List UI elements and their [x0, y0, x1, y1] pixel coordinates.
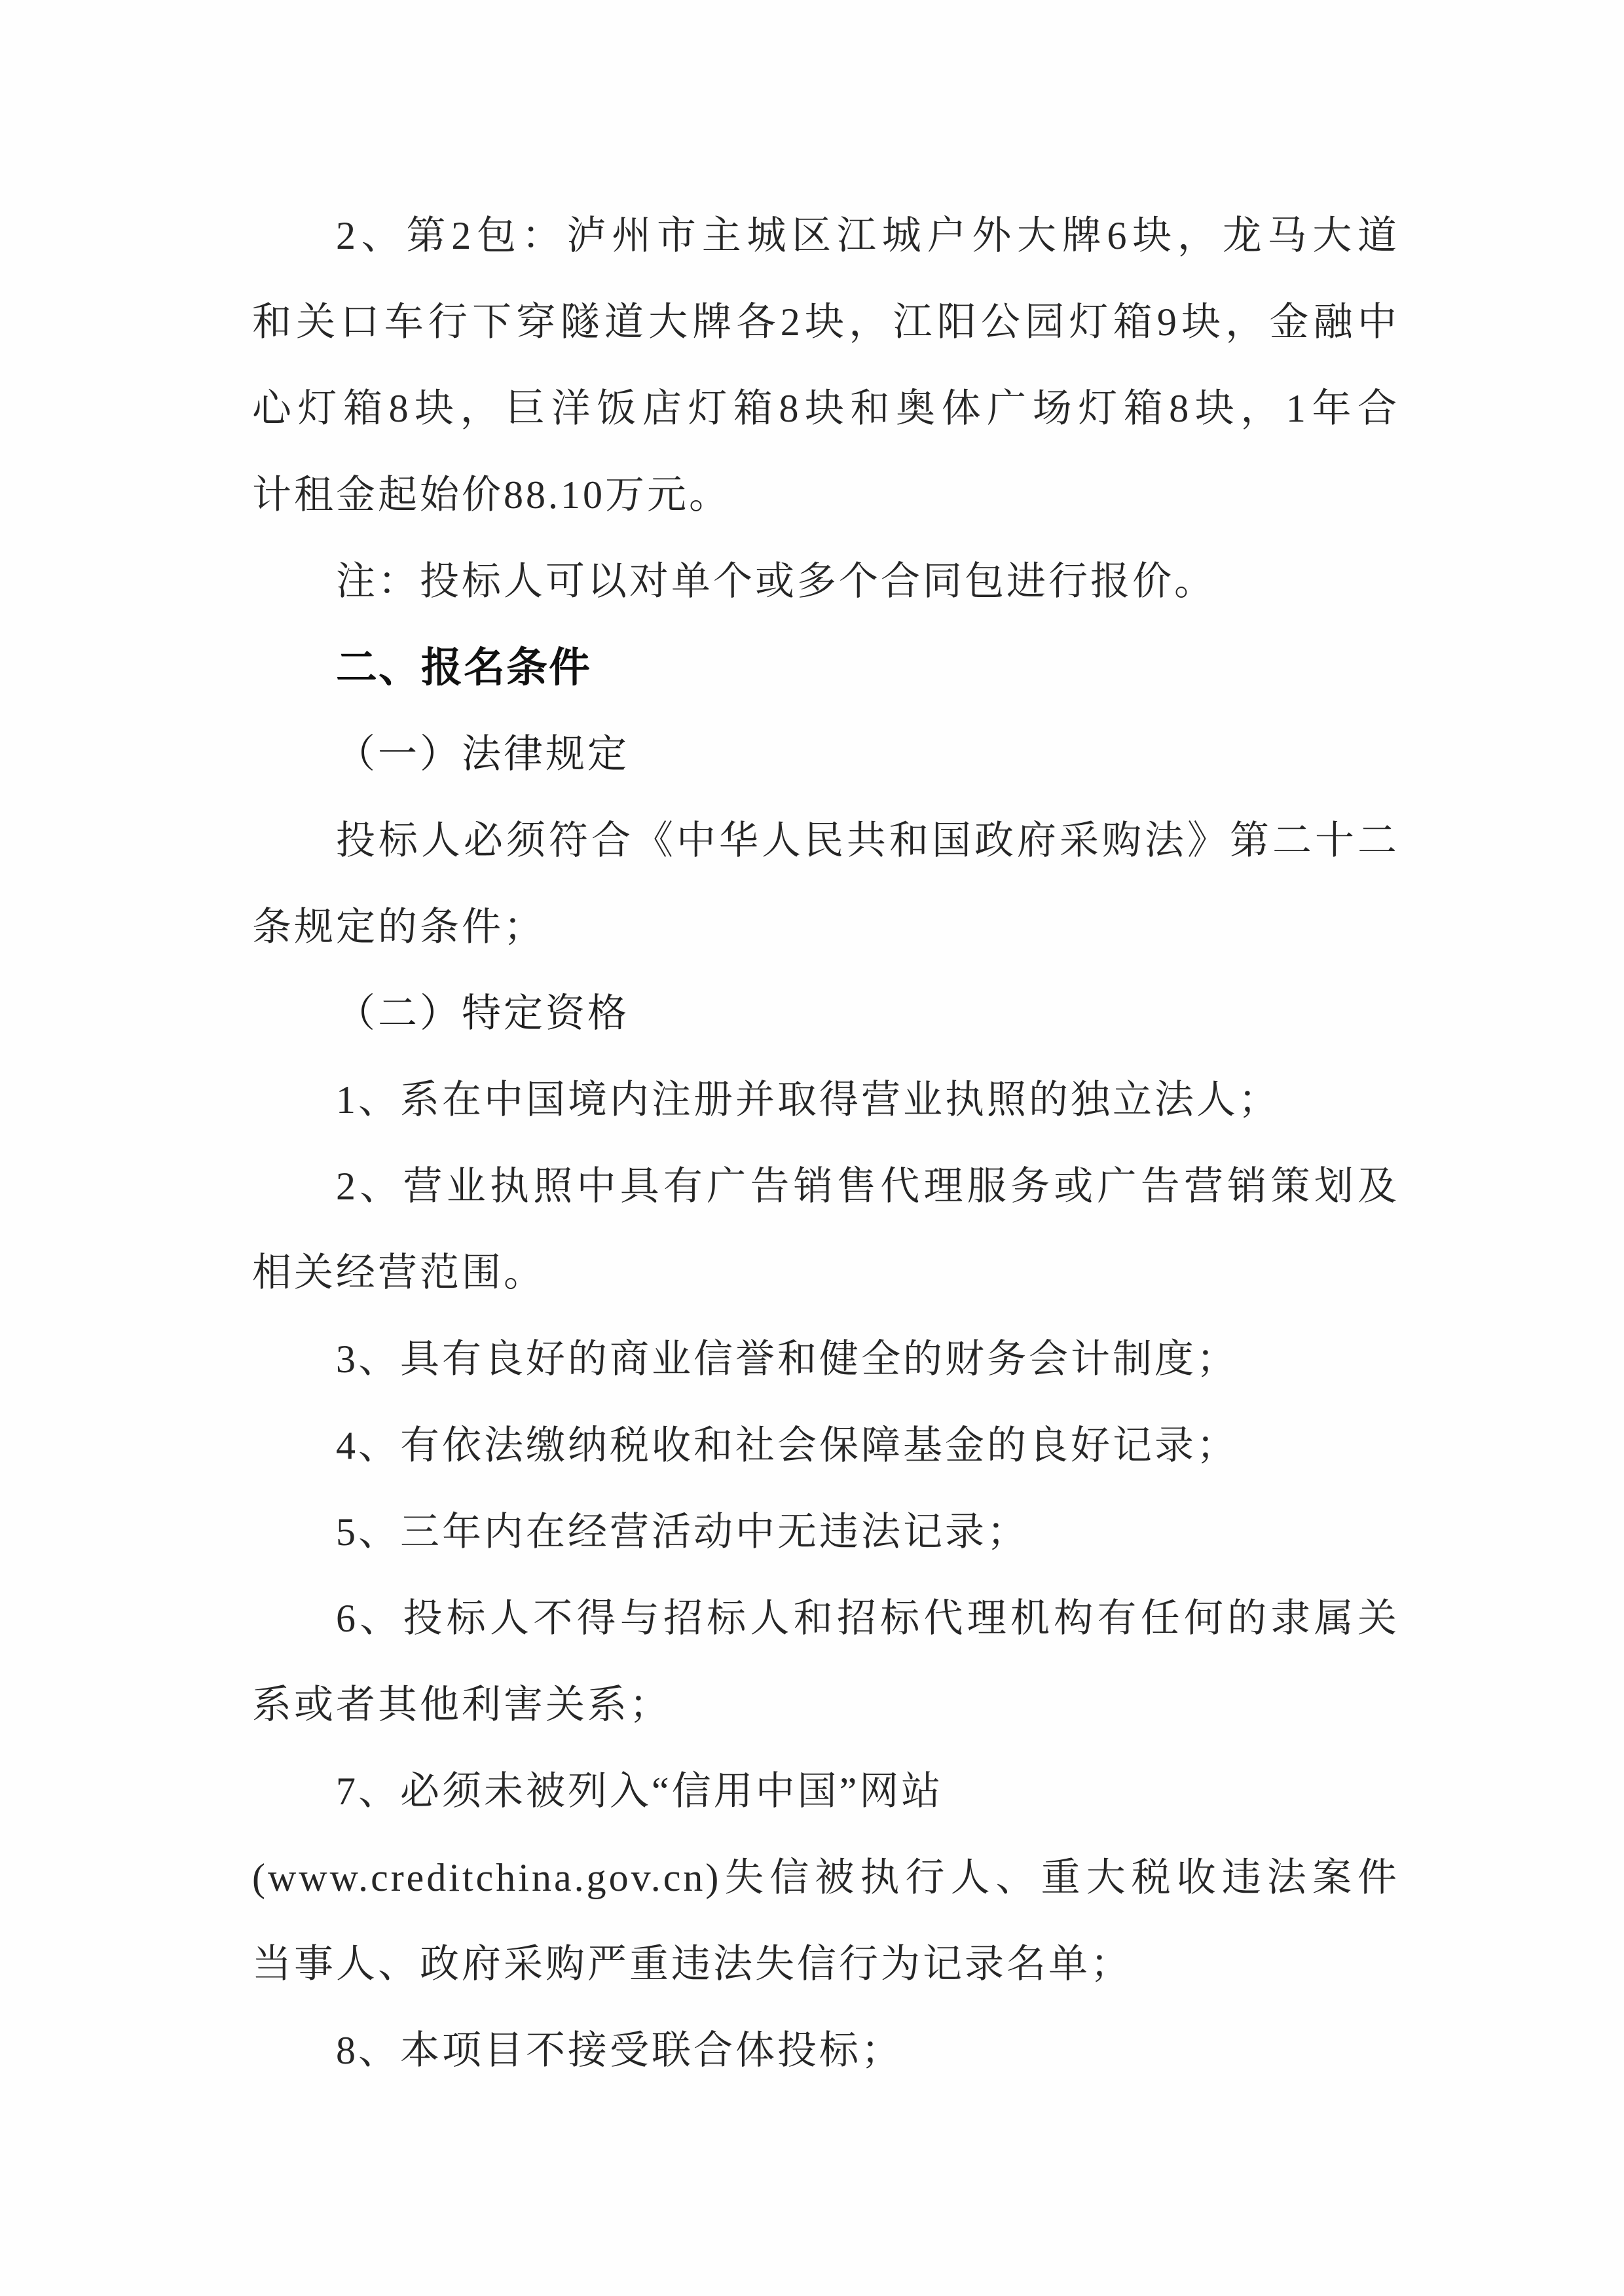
paragraph-line: 计租金起始价88.10万元。 — [252, 473, 731, 517]
list-item-line: 7、必须未被列入“信用中国”网站 — [336, 1770, 944, 1813]
list-item-line: 当事人、政府采购严重违法失信行为记录名单； — [252, 1942, 1132, 1986]
paragraph-line: 条规定的条件； — [252, 905, 545, 949]
sub-section-heading: （二）特定资格 — [336, 992, 629, 1035]
document-body — [252, 192, 1399, 2094]
sub-section-heading: （一）法律规定 — [336, 733, 629, 776]
list-item-line: 2、营业执照中具有广告销售代理服务或广告营销策划及 — [336, 1165, 1399, 1208]
list-item-line: (www.creditchina.gov.cn)失信被执行人、重大税收违法案件 — [252, 1856, 1399, 1899]
list-item-line: 5、三年内在经营活动中无违法记录； — [336, 1510, 1029, 1554]
list-item-line: 6、投标人不得与招标人和招标代理机构有任何的隶属关 — [336, 1597, 1399, 1640]
list-item-line: 8、本项目不接受联合体投标； — [336, 2029, 903, 2072]
section-heading: 二、报名条件 — [336, 645, 591, 691]
list-item-line: 3、具有良好的商业信誉和健全的财务会计制度； — [336, 1338, 1238, 1381]
paragraph-line: 投标人必须符合《中华人民共和国政府采购法》第二十二 — [336, 819, 1399, 862]
paragraph-line: 2、第2包：泸州市主城区江城户外大牌6块，龙马大道 — [336, 214, 1399, 257]
list-item-line: 相关经营范围。 — [252, 1251, 545, 1294]
list-item-line: 系或者其他利害关系； — [252, 1683, 671, 1726]
note-line: 注：投标人可以对单个或多个合同包进行报价。 — [336, 560, 1216, 603]
list-item-line: 4、有依法缴纳税收和社会保障基金的良好记录； — [336, 1424, 1238, 1467]
paragraph-line: 心灯箱8块，巨洋饭店灯箱8块和奥体广场灯箱8块，1年合 — [252, 387, 1399, 430]
list-item-line: 1、系在中国境内注册并取得营业执照的独立法人； — [336, 1078, 1280, 1121]
paragraph-line: 和关口车行下穿隧道大牌各2块，江阳公园灯箱9块，金融中 — [252, 301, 1399, 344]
